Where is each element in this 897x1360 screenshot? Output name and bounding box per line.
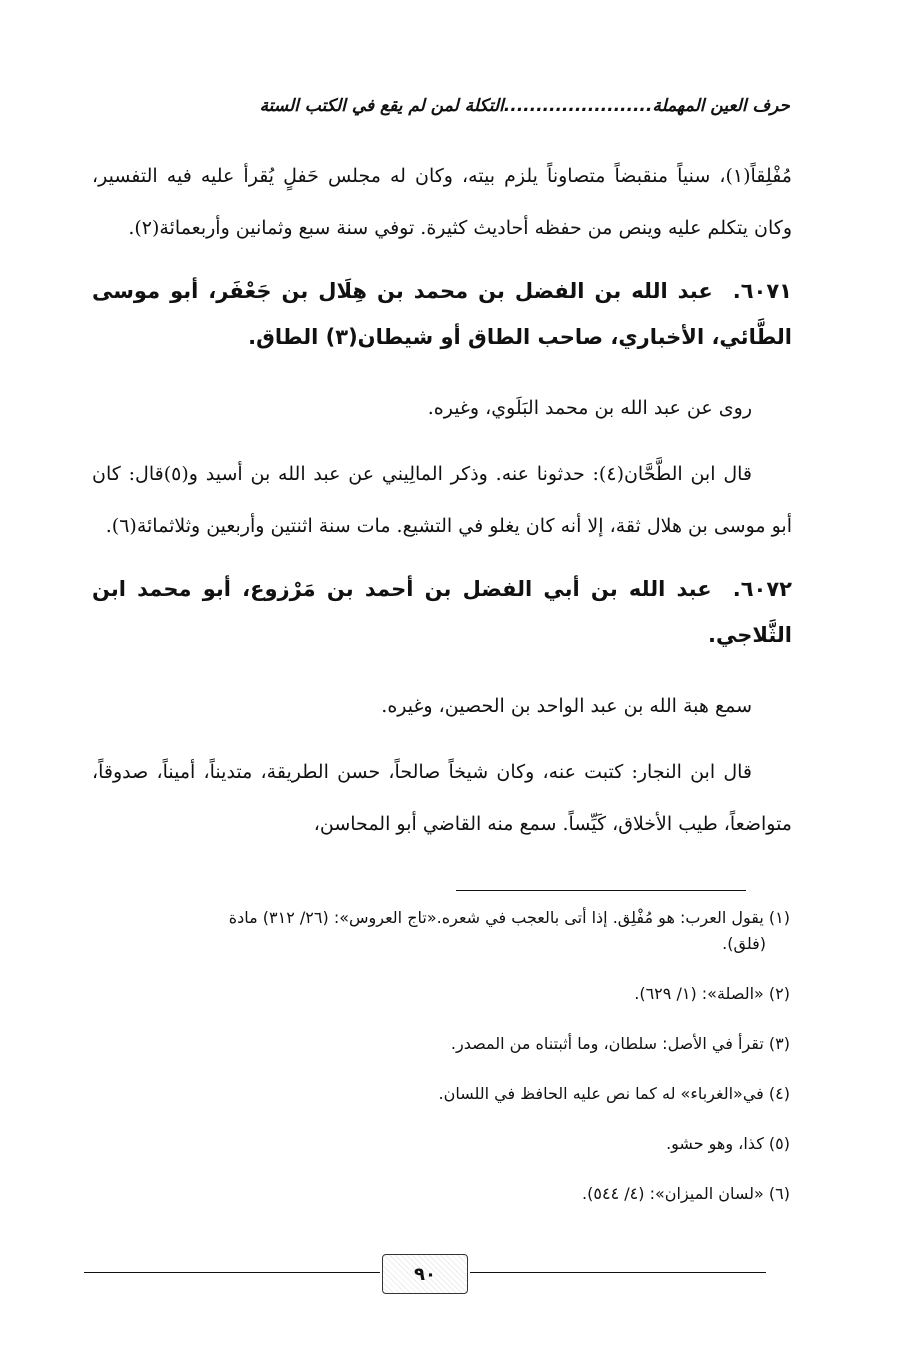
footnote-text: يقول العرب: هو مُفْلِق. إذا أتى بالعجب في شعره.«تاج العروس»: (٢٦/ ٣١٢) مادة [228, 908, 764, 927]
paragraph: سمع هبة الله بن عبد الواحد بن الحصين، وغيره. [381, 695, 752, 717]
paragraph: مُفْلِقاً(١)، سنياً منقبضاً متصاوناً يلزم بيته، وكان له مجلس حَفلٍ يُقرأ عليه فيه التفسير، وكان يتكلم عليه وينص من حفظه أحاديث كثيرة. توفي سنة سبع وثمانين وأربعمائة(٢). [92, 165, 792, 239]
entry-title: عبد الله بن الفضل بن محمد بن هِلَال بن جَعْفَر، أبو موسى الطَّائي، الأخباري، صاحب الطاق أو شيطان(٣) الطاق. [92, 279, 792, 349]
header-dots: ....................... [503, 96, 653, 116]
footnote-text: «لسان الميزان»: (٤/ ٥٤٤). [582, 1184, 764, 1203]
footnote [110, 1081, 790, 1107]
entry-number: ٦٠٧٢. [732, 577, 793, 601]
footnote [110, 1031, 790, 1057]
page-number-text: ٩٠ [414, 1263, 436, 1285]
paragraph: قال ابن النجار: كتبت عنه، وكان شيخاً صالحاً، حسن الطريقة، متديناً، أميناً، صدوقاً، متواضعاً، طيب الأخلاق، كَيِّساً. سمع منه القاضي أبو المحاسن، [92, 761, 792, 835]
entry-heading [92, 268, 792, 360]
footnote [110, 981, 790, 1007]
paragraph: قال ابن الطَّحَّان(٤): حدثونا عنه. وذكر المالِيني عن عبد الله بن أسيد و(٥)قال: كان أبو موسى بن هلال ثقة، إلا أنه كان يغلو في التشيع. مات سنة اثنتين وأربعين وثلاثمائة(٦). [92, 463, 792, 537]
footnote-continuation: (فلق). [722, 934, 766, 953]
entry-number: ٦٠٧١. [732, 279, 792, 303]
footnote-separator [456, 890, 746, 891]
footnote-text: كذا، وهو حشو. [666, 1134, 764, 1153]
footnote [110, 1131, 790, 1157]
paragraph: روى عن عبد الله بن محمد البَلَوي، وغيره. [427, 397, 752, 419]
page-number [382, 1254, 468, 1294]
footnote-number: (٢) [768, 984, 790, 1003]
footnote-text: «الصلة»: (١/ ٦٢٩). [634, 984, 764, 1003]
footnote [110, 905, 790, 957]
header-chapter: حرف العين المهملة [652, 96, 790, 116]
header-book-title: التكلة لمن لم يقع في الكتب الستة [259, 96, 504, 116]
footnote-number: (٤) [768, 1084, 790, 1103]
footnotes [110, 905, 790, 1231]
main-text [92, 150, 792, 864]
footer-rule-left [84, 1272, 380, 1273]
footnote-number: (٣) [768, 1034, 790, 1053]
entry-heading [92, 566, 792, 658]
footnote [110, 1181, 790, 1207]
footnote-text: تقرأ في الأصل: سلطان، وما أثبتناه من المصدر. [450, 1034, 764, 1053]
footnote-number: (٥) [768, 1134, 790, 1153]
footnote-number: (٦) [768, 1184, 790, 1203]
running-header [110, 96, 790, 116]
entry-title: عبد الله بن أبي الفضل بن أحمد بن مَرْزوع، أبو محمد ابن الثَّلاجي. [92, 577, 792, 647]
footer-rule-right [470, 1272, 766, 1273]
footnote-number: (١) [768, 908, 790, 927]
footnote-text: في«الغرباء» له كما نص عليه الحافظ في اللسان. [438, 1084, 764, 1103]
